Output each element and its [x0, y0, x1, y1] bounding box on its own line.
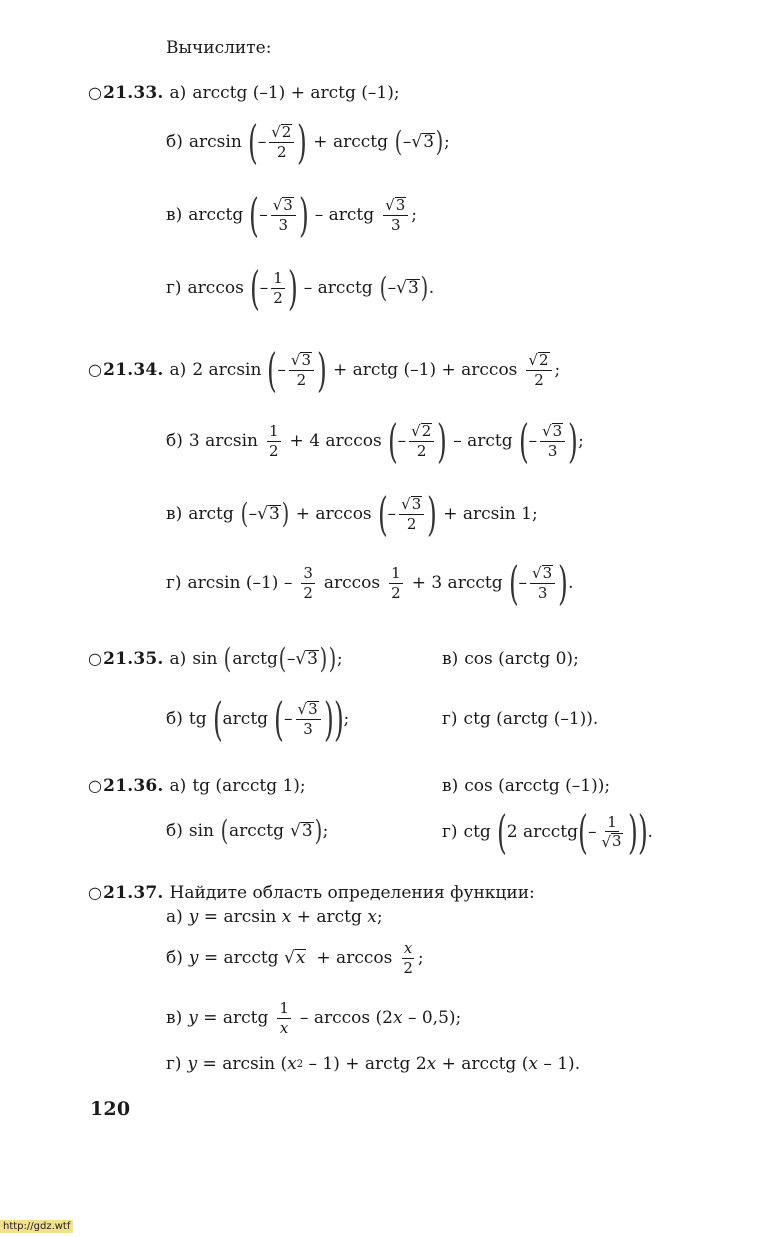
problem-21-34-g: г) arcsin (–1) – $\frac{3}{2}$ arccos $\frac{1}{2}$ + 3 arcctg ( – √ 3 3 ) .	[166, 556, 574, 610]
problem-21-33-b: б) arcsin ( – √ 2 2 ) + arcctg ( – √ 3 ) ;	[166, 115, 450, 169]
problem-21-36-a: ○21.36. а) tg (arcctg 1);	[88, 776, 306, 796]
problem-21-34-v: в) arctg ( – √ 3 ) + arccos ( – √ 3 2 ) + arcsin 1;	[166, 487, 538, 541]
problem-21-36-g: г) ctg ( 2 arcctg ( – 1 √ 3 ) ) .	[442, 805, 653, 859]
page-heading: Вычислите:	[166, 38, 272, 58]
problem-21-35-b: б) tg ( arctg ( – √ 3 3 ) ) ;	[166, 692, 350, 746]
watermark-link[interactable]: http://gdz.wtf	[0, 1220, 73, 1233]
problem-21-35-a: ○21.35. а) sin ( arctg ( – √ 3 ) ) ;	[88, 642, 343, 675]
problem-21-36-v: в) cos (arcctg (–1));	[442, 776, 611, 796]
problem-21-33-a: ○21.33. а) arcctg (–1) + arctg (–1);	[88, 83, 400, 103]
problem-21-37-title: ○21.37. Найдите область определения функции:	[88, 883, 535, 903]
problem-21-33-g: г) arccos ( – $\frac{1}{2}$ ) – arcctg ( – √ 3 ) .	[166, 261, 435, 315]
problem-21-34-b: б) 3 arcsin $\frac{1}{2}$ + 4 arccos ( – √ 2 2 ) – arctg ( – √ 3 3 ) ;	[166, 414, 584, 468]
problem-21-33-v: в) arcctg ( – √ 3 3 ) – arctg √ 3 3 ;	[166, 188, 417, 242]
page-number: 120	[90, 1098, 131, 1120]
problem-21-36-b: б) sin ( arcctg √ 3 ) ;	[166, 814, 329, 847]
problem-21-35-g: г) ctg (arctg (–1)).	[442, 709, 599, 729]
problem-21-37-b: б) y = arcctg √ x + arccos $\frac{x}{2}$ ;	[166, 939, 424, 977]
problem-number: ○21.33.	[88, 83, 164, 103]
problem-21-37-g: г) y = arcsin ( x 2 – 1) + arctg 2 x + arcctg ( x – 1).	[166, 1054, 581, 1074]
problem-21-35-v: в) cos (arctg 0);	[442, 649, 579, 669]
problem-21-37-v: в) y = arctg $\frac{1}{x}$ – arccos (2 x – 0,5);	[166, 999, 462, 1037]
problem-21-34-a: ○21.34. а) 2 arcsin ( – √ 3 2 ) + arctg (–1) + arccos √ 2 2 ;	[88, 343, 561, 397]
problem-21-37-a: а) y = arcsin x + arctg x ;	[166, 907, 383, 927]
